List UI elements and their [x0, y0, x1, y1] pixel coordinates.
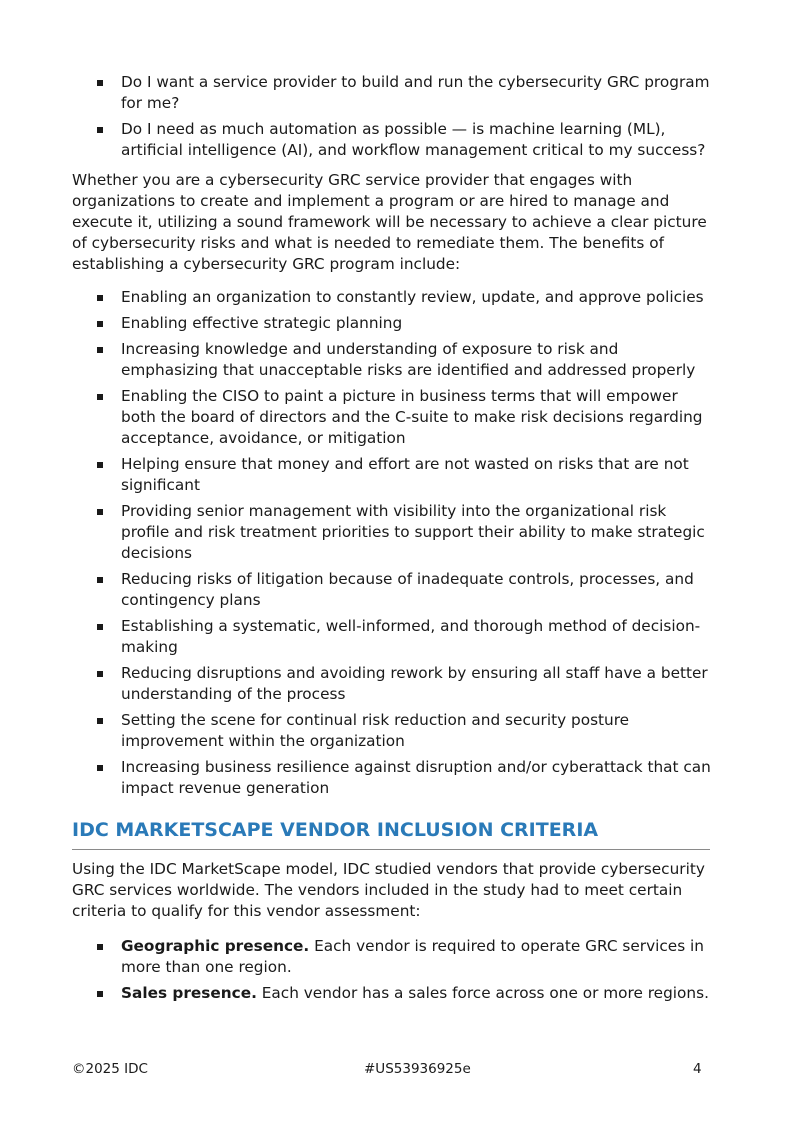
intro-paragraph: Whether you are a cybersecurity GRC service provider that engages with organizations to create and implement a program or are hired to manage and execute it, utilizing a sound framework will be necessary to achieve a clear picture of cybersecurity risks and what is needed to remediate them. The benefits of establishing a cybersecurity GRC program include:	[72, 171, 707, 273]
bullet-icon	[97, 991, 103, 997]
list-item	[0, 386, 800, 449]
list-item	[0, 616, 800, 658]
bullet-icon	[97, 394, 103, 400]
bullet-icon	[97, 347, 103, 353]
criteria-list	[0, 936, 800, 1009]
footer-doc-id: #US53936925e	[364, 1061, 471, 1077]
bullet-icon	[97, 577, 103, 583]
criterion-text: Each vendor is required to operate GRC services in more than one region.	[121, 937, 704, 976]
section-heading: IDC MARKETSCAPE VENDOR INCLUSION CRITERIA	[72, 817, 710, 850]
list-item-text: Enabling effective strategic planning	[121, 314, 403, 332]
list-item	[0, 757, 800, 799]
bullet-icon	[97, 624, 103, 630]
bullet-icon	[97, 671, 103, 677]
list-item	[0, 663, 800, 705]
list-item-text: Helping ensure that money and effort are not wasted on risks that are not significant	[121, 455, 689, 494]
list-item-text: Enabling the CISO to paint a picture in business terms that will empower both the board of directors and the C-suite to make risk decisions regarding acceptance, avoidance, or mitigation	[121, 387, 703, 447]
list-item	[0, 936, 800, 978]
bullet-icon	[97, 944, 103, 950]
criterion-term: Sales presence.	[121, 984, 257, 1002]
list-item	[0, 569, 800, 611]
bullet-icon	[97, 80, 103, 86]
bullet-icon	[97, 321, 103, 327]
list-item-text: Reducing risks of litigation because of inadequate controls, processes, and contingency plans	[121, 570, 694, 609]
bullet-icon	[97, 718, 103, 724]
bullet-icon	[97, 509, 103, 515]
list-item-text: Do I need as much automation as possible — is machine learning (ML), artificial intelligence (AI), and workflow management critical to my success?	[121, 120, 706, 159]
list-item	[0, 339, 800, 381]
list-item	[0, 313, 800, 334]
list-item-text: Establishing a systematic, well-informed, and thorough method of decision-making	[121, 617, 701, 656]
list-item-text: Do I want a service provider to build and run the cybersecurity GRC program for me?	[121, 73, 710, 112]
list-item-text: Increasing knowledge and understanding of exposure to risk and emphasizing that unacceptable risks are identified and addressed properly	[121, 340, 696, 379]
list-item-text: Providing senior management with visibility into the organizational risk profile and risk treatment priorities to support their ability to make strategic decisions	[121, 502, 705, 562]
bullet-icon	[97, 462, 103, 468]
criterion-term: Geographic presence.	[121, 937, 310, 955]
list-item	[0, 983, 800, 1004]
list-item	[0, 501, 800, 564]
list-item-text: Setting the scene for continual risk reduction and security posture improvement within the organization	[121, 711, 630, 750]
list-item	[0, 119, 800, 161]
list-item	[0, 454, 800, 496]
bullet-icon	[97, 295, 103, 301]
top-bullet-list	[0, 72, 800, 166]
criteria-paragraph: Using the IDC MarketScape model, IDC studied vendors that provide cybersecurity GRC services worldwide. The vendors included in the study had to meet certain criteria to qualify for this vendor assessment:	[72, 860, 705, 920]
list-item	[0, 72, 800, 114]
bullet-icon	[97, 127, 103, 133]
footer-page-number: 4	[693, 1061, 702, 1077]
list-item-text: Increasing business resilience against disruption and/or cyberattack that can impact revenue generation	[121, 758, 711, 797]
list-item-text: Enabling an organization to constantly review, update, and approve policies	[121, 288, 704, 306]
list-item	[0, 710, 800, 752]
list-item-text: Reducing disruptions and avoiding rework by ensuring all staff have a better understanding of the process	[121, 664, 708, 703]
bullet-icon	[97, 765, 103, 771]
list-item	[0, 287, 800, 308]
criterion-text: Each vendor has a sales force across one or more regions.	[256, 984, 709, 1002]
footer-copyright: ©2025 IDC	[72, 1061, 148, 1077]
benefits-list	[0, 287, 800, 804]
